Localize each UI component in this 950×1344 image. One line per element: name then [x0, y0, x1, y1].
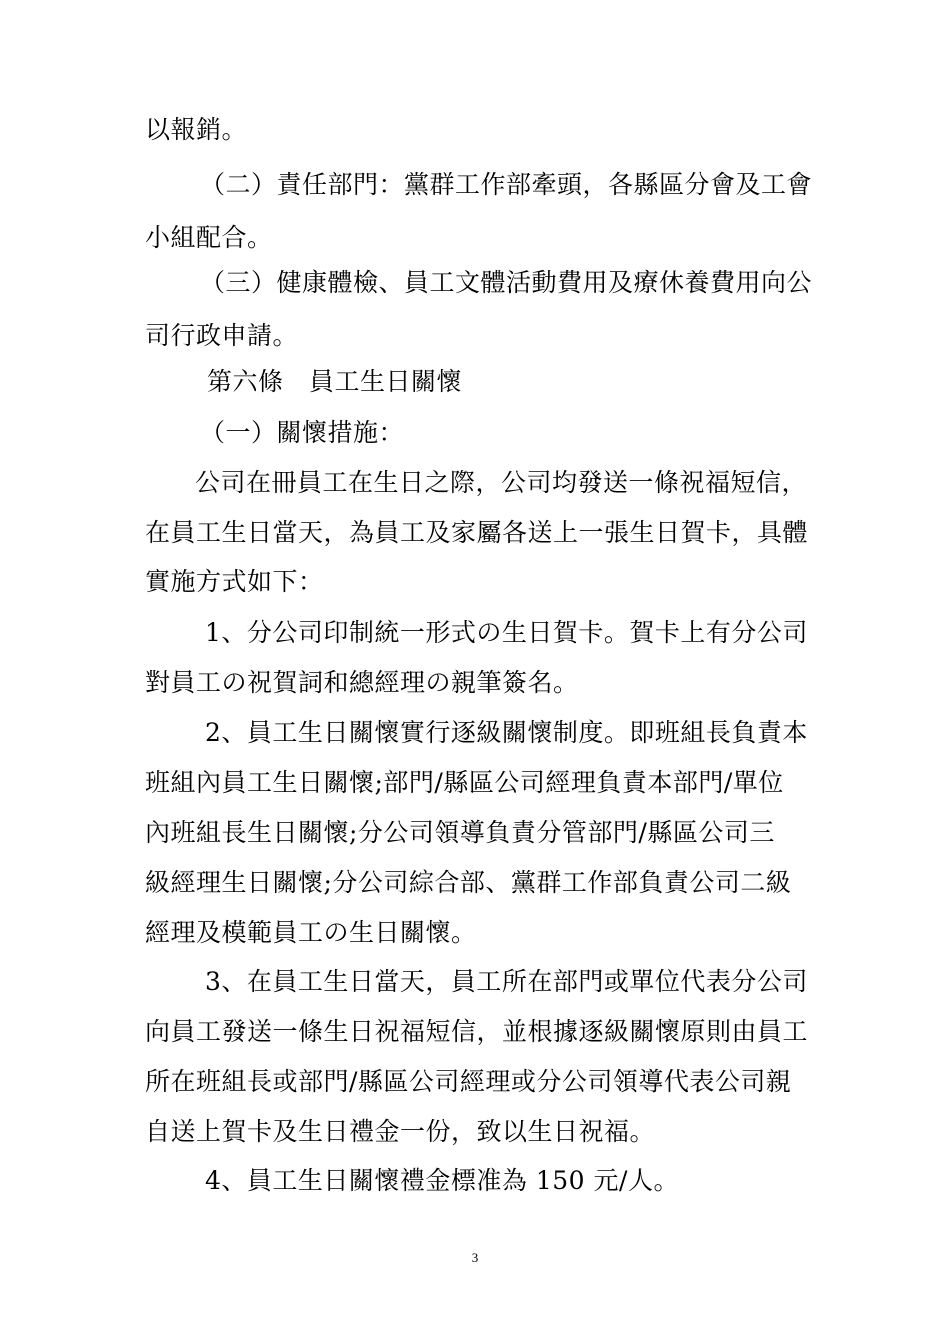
- paragraph-line: 實施方式如下：: [145, 567, 324, 596]
- paragraph-line: （三）健康體檢、員工文體活動費用及療休養費用向公: [200, 268, 813, 297]
- list-item-line: 1、分公司印制統一形式の生日賀卡。賀卡上有分公司: [205, 618, 808, 647]
- page-number: 3: [471, 1250, 479, 1265]
- list-item-line: 班組內員工生日關懷;部門/縣區公司經理負責本部門/單位: [145, 768, 784, 797]
- paragraph-line: 小組配合。: [145, 223, 273, 252]
- list-item-line: 向員工發送一條生日祝福短信，並根據逐級關懷原則由員工: [145, 1017, 809, 1046]
- list-item-line: 對員工の祝賀詞和總經理の親筆簽名。: [145, 668, 579, 697]
- section-heading: （一）關懷措施：: [200, 418, 405, 447]
- list-item-line: 所在班組長或部門/縣區公司經理或分公司領導代表公司親: [145, 1067, 792, 1096]
- list-item-line: 2、員工生日關懷實行逐級關懷制度。即班組長負責本: [205, 718, 808, 747]
- paragraph-line: 司行政申請。: [145, 321, 299, 350]
- list-item-line: 自送上賀卡及生日禮金一份，致以生日祝福。: [145, 1117, 656, 1146]
- article-heading: 第六條 員工生日關懷: [207, 367, 463, 396]
- paragraph-line: 公司在冊員工在生日之際，公司均發送一條祝福短信，: [195, 468, 808, 497]
- list-item-line: 3、在員工生日當天，員工所在部門或單位代表分公司: [205, 967, 808, 996]
- list-item-line: 4、員工生日關懷禮金標准為 150 元/人。: [205, 1166, 679, 1195]
- list-item-line: 經理及模範員工の生日關懷。: [145, 918, 477, 947]
- list-item-line: 內班組長生日關懷;分公司領導負責分管部門/縣區公司三: [145, 818, 775, 847]
- paragraph-line: （二）責任部門：黨群工作部牽頭，各縣區分會及工會: [200, 170, 813, 199]
- list-item-line: 級經理生日關懷;分公司綜合部、黨群工作部負責公司二級: [145, 868, 792, 897]
- paragraph-line: 以報銷。: [145, 115, 248, 144]
- paragraph-line: 在員工生日當天，為員工及家屬各送上一張生日賀卡，具體: [145, 518, 809, 547]
